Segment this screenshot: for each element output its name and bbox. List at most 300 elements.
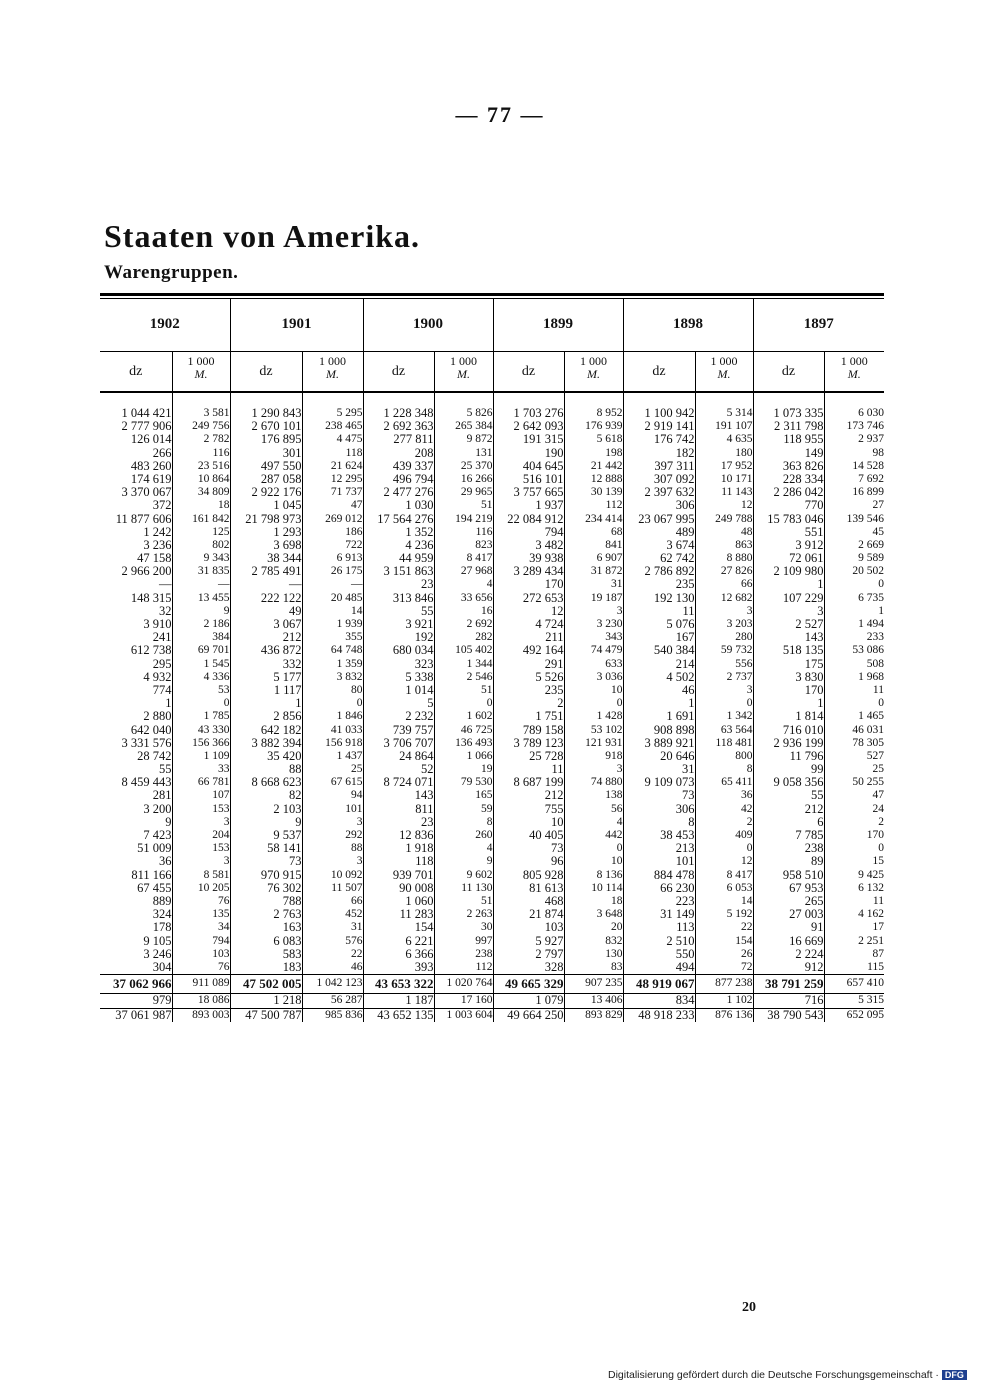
- cell-line: 494: [675, 959, 695, 974]
- cell-line: 21 874: [529, 907, 564, 922]
- cell-line: 280: [735, 631, 753, 644]
- cell-line: 794: [212, 934, 230, 947]
- value-cell: [564, 803, 623, 869]
- quantity-cell: [100, 803, 172, 869]
- cell-line: 4: [616, 815, 623, 828]
- quantity-cell: [100, 737, 172, 803]
- cell-line: 939 701: [392, 867, 434, 882]
- cell-line: 235: [675, 577, 695, 592]
- cell-line: 67 953: [789, 880, 824, 895]
- cell-line: 5 177: [273, 669, 302, 684]
- unit-dz-header: dz: [753, 352, 824, 393]
- cell-line: 11: [551, 762, 564, 777]
- minus-value-cell: 18 086: [172, 994, 230, 1009]
- cell-line: 16 899: [852, 486, 884, 499]
- cell-line: 287 058: [260, 471, 302, 486]
- cell-line: 6 030: [858, 407, 884, 419]
- cell-line: 2 527: [795, 617, 824, 631]
- cell-line: 31 149: [660, 907, 695, 922]
- cell-line: 7 785: [795, 828, 824, 842]
- cell-line: 19 187: [590, 591, 623, 604]
- cell-line: 27 826: [720, 565, 753, 578]
- cell-line: 2 103: [273, 801, 302, 816]
- cell-line: 192 130: [653, 590, 695, 605]
- cell-line: 241: [152, 630, 172, 645]
- quantity-cell: [100, 869, 172, 935]
- cell-line: 15: [872, 855, 884, 868]
- quantity-cell: [363, 935, 434, 975]
- cell-line: 1 073 335: [773, 406, 824, 420]
- cell-line: 3 830: [795, 669, 824, 684]
- cell-line: 136 493: [455, 736, 493, 749]
- quantity-cell: [230, 539, 302, 605]
- cell-line: 214: [675, 656, 695, 671]
- cell-line: 96: [551, 854, 564, 869]
- cell-line: 2: [557, 696, 564, 711]
- cell-line: 1: [878, 604, 884, 617]
- quantity-cell: [363, 392, 434, 473]
- quantity-cell: [363, 473, 434, 539]
- cell-line: 3 203: [726, 618, 753, 630]
- cell-line: 8 581: [203, 868, 230, 881]
- data-block-row: [100, 539, 884, 605]
- quantity-cell: [493, 605, 564, 671]
- cell-line: 832: [605, 934, 623, 947]
- totals-value-cell: 907 235: [564, 975, 623, 994]
- value-cell: [302, 392, 363, 473]
- cell-line: 33 656: [460, 591, 493, 604]
- value-cell: [824, 935, 884, 975]
- cell-line: 11 283: [399, 907, 434, 922]
- cell-line: 41 033: [330, 723, 363, 736]
- cell-line: 67 615: [330, 776, 363, 789]
- cell-line: 2 642 093: [513, 419, 564, 434]
- value-cell: [172, 737, 230, 803]
- cell-line: 3: [616, 763, 623, 776]
- cell-line: 21 442: [590, 459, 623, 472]
- cell-line: 173 746: [846, 420, 884, 433]
- cell-line: 0: [878, 578, 884, 591]
- unit-value-line-2: M.: [457, 367, 470, 382]
- year-header: 1897: [753, 299, 884, 352]
- footer-text: Digitalisierung gefördert durch die Deutsche Forschungsgemeinschaft ·: [608, 1369, 939, 1381]
- cell-line: 36: [159, 854, 172, 869]
- quantity-cell: [230, 473, 302, 539]
- cell-line: 2 692 363: [383, 419, 434, 434]
- cell-line: 483 260: [130, 458, 172, 473]
- cell-line: 5 192: [726, 908, 753, 921]
- cell-line: 409: [735, 829, 753, 841]
- cell-line: 32: [159, 603, 172, 618]
- value-cell: [824, 539, 884, 605]
- cell-line: 1 602: [466, 710, 493, 723]
- totals-value-cell: 657 410: [824, 975, 884, 994]
- cell-line: 3 832: [336, 670, 363, 683]
- cell-line: 1 030: [405, 498, 434, 513]
- cell-line: 550: [675, 946, 695, 961]
- cell-line: 2 251: [858, 934, 884, 947]
- cell-line: 8 668 623: [251, 775, 302, 790]
- quantity-cell: [753, 605, 824, 671]
- cell-line: 163: [282, 920, 302, 935]
- cell-line: 31: [682, 762, 695, 777]
- cell-line: 3: [223, 815, 230, 828]
- cell-line: 68: [611, 525, 623, 538]
- cell-line: 4: [486, 578, 493, 591]
- quantity-cell: [623, 671, 695, 737]
- cell-line: 363 826: [782, 458, 824, 473]
- cell-line: 19: [481, 763, 493, 776]
- value-cell: [302, 539, 363, 605]
- cell-line: 20 502: [852, 565, 884, 578]
- cell-line: 31: [351, 921, 363, 934]
- cell-line: 73: [551, 841, 564, 856]
- cell-line: 115: [867, 960, 884, 973]
- value-cell: [824, 737, 884, 803]
- cell-line: 1 100 942: [644, 406, 695, 420]
- cell-line: 282: [475, 631, 493, 644]
- cell-line: 1 703 276: [513, 406, 564, 420]
- cell-line: 80: [351, 683, 363, 696]
- value-cell: [824, 473, 884, 539]
- cell-line: 556: [735, 657, 753, 670]
- cell-line: 176 895: [260, 432, 302, 447]
- data-block-row: [100, 935, 884, 975]
- unit-value-line-2: M.: [847, 367, 861, 382]
- cell-line: 384: [212, 631, 230, 644]
- cell-line: 156 366: [192, 736, 230, 749]
- cell-line: 260: [475, 829, 493, 841]
- value-cell: [564, 671, 623, 737]
- cell-line: 48: [741, 525, 753, 538]
- cell-line: 2 856: [273, 709, 302, 724]
- quantity-cell: [493, 473, 564, 539]
- cell-line: 51: [481, 683, 493, 696]
- cell-line: 863: [735, 538, 753, 551]
- cell-line: 2 919 141: [644, 419, 695, 434]
- quantity-cell: [493, 671, 564, 737]
- cell-line: 633: [605, 657, 623, 670]
- unit-value-line-1: 1 000: [580, 354, 607, 368]
- cell-line: 24 864: [399, 748, 434, 763]
- cell-line: 3: [356, 855, 363, 868]
- cell-line: 2 777 906: [121, 419, 172, 434]
- cell-line: 1 751: [535, 709, 564, 724]
- page-subtitle: Warengruppen.: [104, 262, 239, 283]
- quantity-cell: [623, 539, 695, 605]
- quantity-cell: [230, 605, 302, 671]
- unit-dz-header: dz: [623, 352, 695, 393]
- value-cell: [824, 605, 884, 671]
- unit-value-header: [172, 352, 230, 393]
- table-top-rule: [100, 293, 884, 296]
- value-cell: [302, 605, 363, 671]
- minus-quantity-cell: 1 079: [493, 994, 564, 1009]
- cell-line: 3 036: [596, 670, 623, 683]
- cell-line: 107 229: [782, 590, 824, 605]
- cell-line: 176 742: [653, 432, 695, 447]
- cell-line: 770: [804, 498, 824, 513]
- quantity-cell: [363, 671, 434, 737]
- unit-value-line-2: M.: [717, 367, 731, 382]
- cell-line: 3: [616, 604, 623, 617]
- cell-line: 1 066: [466, 749, 493, 762]
- cell-line: 66: [351, 894, 363, 907]
- cell-line: 8 417: [726, 868, 753, 881]
- cell-line: 101: [345, 802, 363, 815]
- cell-line: 2 397 632: [644, 485, 695, 500]
- cell-line: 139 546: [846, 512, 884, 525]
- cell-line: 55: [421, 603, 434, 618]
- minus-value-cell: 13 406: [564, 994, 623, 1009]
- cell-line: 105 402: [455, 644, 493, 657]
- value-cell: [824, 869, 884, 935]
- cell-line: 323: [414, 656, 434, 671]
- value-cell: [434, 737, 493, 803]
- cell-line: 212: [544, 788, 564, 803]
- cell-line: 78 305: [852, 736, 884, 749]
- cell-line: 272 653: [522, 590, 564, 605]
- totals-value-cell: 877 238: [695, 975, 753, 994]
- cell-line: 788: [282, 893, 302, 908]
- quantity-cell: [623, 392, 695, 473]
- cell-line: 79 530: [460, 776, 493, 789]
- cell-line: 2 966 200: [121, 564, 172, 579]
- data-block-row: [100, 869, 884, 935]
- cell-line: 2 936 199: [773, 735, 824, 750]
- cell-line: 3: [746, 683, 753, 696]
- quantity-cell: [230, 671, 302, 737]
- value-cell: [695, 803, 753, 869]
- cell-line: 175: [804, 656, 824, 671]
- quantity-cell: [363, 737, 434, 803]
- value-cell: [824, 803, 884, 869]
- cell-line: 50 255: [852, 776, 884, 789]
- cell-line: 191 107: [715, 420, 753, 433]
- cell-line: 3 236: [143, 537, 172, 552]
- value-cell: [172, 803, 230, 869]
- cell-line: 167: [675, 630, 695, 645]
- cell-line: 8 880: [726, 552, 753, 565]
- cell-line: 4 635: [726, 433, 753, 446]
- unit-value-line-2: M.: [194, 367, 208, 382]
- cell-line: 180: [735, 446, 753, 459]
- cell-line: 9: [223, 604, 230, 617]
- cell-line: 46 725: [460, 723, 493, 736]
- cell-line: 1 352: [405, 524, 434, 539]
- cell-line: 11 130: [461, 881, 493, 894]
- value-cell: [695, 671, 753, 737]
- cell-line: 5 826: [466, 407, 493, 419]
- dfg-logo: DFG: [942, 1370, 967, 1380]
- value-cell: [434, 803, 493, 869]
- cell-line: 191 315: [522, 432, 564, 447]
- cell-line: 107: [212, 789, 230, 802]
- quantity-cell: [493, 737, 564, 803]
- cell-line: 42: [741, 802, 753, 815]
- cell-line: 11 796: [789, 748, 824, 763]
- cell-line: 53 102: [590, 723, 623, 736]
- minus-value-cell: 56 287: [302, 994, 363, 1009]
- cell-line: 176 939: [585, 420, 623, 433]
- cell-line: 1 814: [795, 709, 824, 724]
- cell-line: 755: [544, 801, 564, 816]
- cell-line: 3: [223, 855, 230, 868]
- value-cell: [302, 869, 363, 935]
- unit-value-line-2: M.: [326, 367, 339, 382]
- cell-line: 2 669: [858, 538, 884, 551]
- cell-line: 56: [611, 802, 623, 815]
- net-quantity-cell: 43 652 135: [363, 1009, 434, 1023]
- cell-line: 71 737: [330, 486, 363, 499]
- cell-line: 1 494: [858, 618, 884, 630]
- cell-line: 43 330: [197, 723, 230, 736]
- data-block-row: [100, 803, 884, 869]
- cell-line: 3 921: [405, 617, 434, 631]
- cell-line: 8 724 071: [383, 775, 434, 790]
- unit-dz-header: dz: [100, 352, 172, 393]
- cell-line: 3 370 067: [121, 485, 172, 500]
- cell-line: 1 242: [143, 524, 172, 539]
- cell-line: 87: [872, 947, 884, 960]
- net-value-cell: 985 836: [302, 1009, 363, 1023]
- cell-line: 2 782: [203, 433, 230, 446]
- cell-line: 182: [675, 445, 695, 460]
- cell-line: 165: [475, 789, 493, 802]
- quantity-cell: [363, 605, 434, 671]
- totals-quantity-cell: 47 502 005: [230, 975, 302, 994]
- value-cell: [434, 605, 493, 671]
- totals-quantity-cell: 37 062 966: [100, 975, 172, 994]
- cell-line: 3: [746, 604, 753, 617]
- net-value-cell: 893 829: [564, 1009, 623, 1023]
- cell-line: 64 748: [330, 644, 363, 657]
- cell-line: 234 414: [585, 512, 623, 525]
- cell-line: 51: [481, 499, 493, 512]
- cell-line: 66 230: [660, 880, 695, 895]
- quantity-cell: [363, 539, 434, 605]
- cell-line: 213: [675, 841, 695, 856]
- year-header: 1898: [623, 299, 753, 352]
- cell-line: 73: [289, 854, 302, 869]
- cell-line: 59: [481, 802, 493, 815]
- value-cell: [564, 539, 623, 605]
- cell-line: 439 337: [392, 458, 434, 473]
- quantity-cell: [623, 935, 695, 975]
- value-cell: [564, 392, 623, 473]
- totals-quantity-cell: 38 791 259: [753, 975, 824, 994]
- cell-line: 62 742: [660, 551, 695, 566]
- cell-line: 25: [872, 763, 884, 776]
- quantity-cell: [753, 869, 824, 935]
- minus-value-cell: 5 315: [824, 994, 884, 1009]
- cell-line: 6 221: [405, 933, 434, 948]
- value-cell: [564, 869, 623, 935]
- cell-line: 2: [746, 815, 753, 828]
- cell-line: 21 798 973: [245, 511, 302, 526]
- cell-line: 3 200: [143, 801, 172, 816]
- quantity-cell: [753, 392, 824, 473]
- cell-line: 40 405: [529, 828, 564, 842]
- quantity-cell: [753, 803, 824, 869]
- cell-line: 45: [872, 525, 884, 538]
- cell-line: 170: [544, 577, 564, 592]
- cell-line: 404 645: [522, 458, 564, 473]
- value-cell: [695, 539, 753, 605]
- cell-line: 63 564: [720, 723, 753, 736]
- net-row: [100, 1009, 884, 1023]
- cell-line: 0: [746, 697, 753, 710]
- value-cell: [172, 392, 230, 473]
- quantity-cell: [623, 737, 695, 803]
- value-cell: [695, 392, 753, 473]
- cell-line: 0: [878, 842, 884, 855]
- cell-line: 2 937: [858, 433, 884, 446]
- quantity-cell: [753, 935, 824, 975]
- cell-line: 918: [605, 749, 623, 762]
- cell-line: 131: [475, 446, 493, 459]
- data-block-row: [100, 605, 884, 671]
- cell-line: 10: [611, 683, 623, 696]
- net-value-cell: 1 003 604: [434, 1009, 493, 1023]
- cell-line: 2 797: [535, 946, 564, 961]
- cell-line: 492 164: [522, 643, 564, 658]
- cell-line: 12: [551, 603, 564, 618]
- cell-line: 73: [682, 788, 695, 803]
- year-header: 1901: [230, 299, 363, 352]
- cell-line: 0: [878, 697, 884, 710]
- cell-line: 642 182: [260, 722, 302, 737]
- quantity-cell: [363, 869, 434, 935]
- cell-line: 2 286 042: [773, 485, 824, 500]
- quantity-cell: [753, 737, 824, 803]
- cell-line: 3 230: [596, 618, 623, 630]
- cell-line: 25 370: [460, 459, 493, 472]
- cell-line: 6 366: [405, 946, 434, 961]
- net-value-cell: 893 003: [172, 1009, 230, 1023]
- cell-line: 156 918: [325, 736, 363, 749]
- cell-line: 4 502: [666, 669, 695, 684]
- value-cell: [172, 935, 230, 975]
- page-title: Staaten von Amerika.: [104, 218, 420, 254]
- value-cell: [302, 803, 363, 869]
- cell-line: 154: [735, 934, 753, 947]
- quantity-cell: [623, 605, 695, 671]
- cell-line: 805 928: [522, 867, 564, 882]
- value-cell: [172, 869, 230, 935]
- cell-line: 130: [605, 947, 623, 960]
- cell-line: 59 732: [720, 644, 753, 657]
- quantity-cell: [230, 803, 302, 869]
- cell-line: 2 670 101: [251, 419, 302, 434]
- cell-line: 24: [872, 802, 884, 815]
- value-cell: [302, 473, 363, 539]
- cell-line: 4 336: [203, 670, 230, 683]
- cell-line: 10: [611, 855, 623, 868]
- cell-line: 301: [282, 445, 302, 460]
- cell-line: 551: [804, 524, 824, 539]
- quantity-cell: [623, 803, 695, 869]
- cell-line: 10 205: [197, 881, 230, 894]
- cell-line: 6 907: [596, 552, 623, 565]
- cell-line: 233: [866, 631, 884, 644]
- cell-line: 8: [688, 814, 695, 829]
- cell-line: 7 692: [858, 472, 884, 485]
- cell-line: 16 266: [460, 472, 493, 485]
- cell-line: 0: [616, 697, 623, 710]
- cell-line: 238 465: [325, 420, 363, 433]
- minus-quantity-cell: 1 218: [230, 994, 302, 1009]
